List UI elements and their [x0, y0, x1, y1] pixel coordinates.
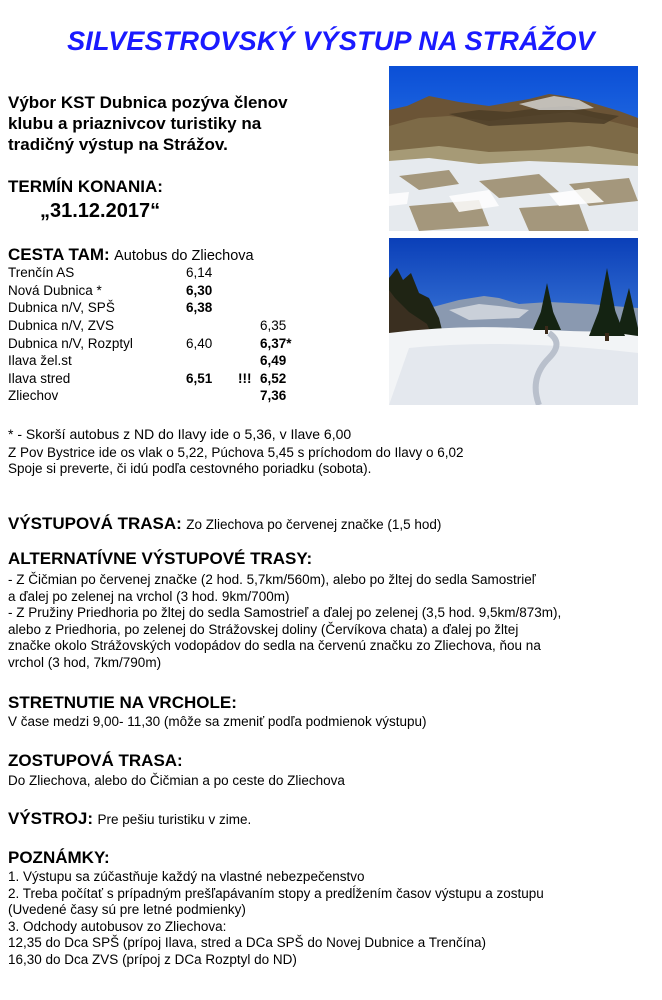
zostupova-heading: ZOSTUPOVÁ TRASA: — [8, 751, 183, 770]
cesta-bus: Autobus do Zliechova — [114, 248, 254, 264]
page-title: SILVESTROVSKÝ VÝSTUP NA STRÁŽOV — [67, 26, 595, 56]
mountain-photo-top — [389, 66, 638, 231]
schedule-note — [238, 299, 260, 317]
intro-line: klubu a priaznivcov turistiky na — [8, 114, 262, 133]
schedule-row — [8, 299, 320, 317]
alternativne-line: značke okolo Strážovských vodopádov do sedla na červenú značku zo Zliechova, ňou na — [8, 638, 541, 653]
schedule-note — [238, 282, 260, 300]
schedule-time-second: 7,36 — [260, 388, 287, 404]
schedule-note — [238, 264, 260, 282]
schedule-time-first — [186, 352, 238, 370]
cesta-note-3: Spoje si preverte, či idú podľa cestovného poriadku (sobota). — [8, 461, 372, 476]
schedule-time-first: 6,30 — [186, 282, 213, 298]
schedule-row — [8, 264, 320, 282]
schedule-time-first: 6,51 — [186, 370, 213, 386]
alternativne-line: vrchol (3 hod, 7km/790m) — [8, 654, 162, 670]
cesta-label: CESTA TAM: — [8, 245, 110, 264]
schedule-stop: Ilava žel.st — [8, 353, 72, 369]
poznamky-line: 16,30 do Dca ZVS (prípoj z DCa Rozptyl do ND) — [8, 951, 297, 967]
schedule-row — [8, 370, 320, 388]
poznamky-line: 12,35 do Dca SPŠ (prípoj Ilava, stred a DCa SPŠ do Novej Dubnice a Trenčína) — [8, 935, 486, 950]
schedule-time-first — [186, 387, 238, 405]
stretnutie-text: V čase medzi 9,00- 11,30 (môže sa zmeniť podľa podmienok výstupu) — [8, 714, 427, 729]
cesta-note-2: Z Pov Bystrice ide os vlak o 5,22, Púchova 5,45 s príchodom do Ilavy o 6,02 — [8, 445, 464, 460]
schedule-stop: Dubnica n/V, ZVS — [8, 318, 115, 334]
cesta-note-1: * - Skorší autobus z ND do Ilavy ide o 5,36, v Ilave 6,00 — [8, 426, 352, 442]
schedule-row — [8, 387, 320, 405]
alternativne-heading: ALTERNATÍVNE VÝSTUPOVÉ TRASY: — [8, 549, 313, 568]
vystupova-section — [8, 514, 441, 534]
intro-text — [8, 92, 378, 155]
mountain-landscape-image — [389, 66, 638, 231]
schedule-time-second: 6,52 — [260, 370, 287, 386]
schedule-time-second — [260, 299, 320, 317]
vystroj-section — [8, 809, 251, 829]
termin-heading: TERMÍN KONANIA: — [8, 177, 163, 196]
vystupova-text: Zo Zliechova po červenej značke (1,5 hod) — [186, 517, 442, 532]
schedule-time-second: 6,35 — [260, 318, 287, 334]
poznamky-body — [8, 869, 544, 968]
alternativne-line: - Z Pružiny Priedhoria po žltej do sedla Samostrieľ a ďalej po zelenej (3,5 hod. 9,5km/873m), — [8, 605, 562, 620]
schedule-row — [8, 334, 320, 352]
schedule-note: !!! — [238, 370, 252, 386]
schedule-time-first: 6,14 — [186, 265, 213, 281]
schedule-row — [8, 282, 320, 300]
alternativne-line: a ďalej po zelenej na vrchol (3 hod. 9km/700m) — [8, 588, 290, 604]
poznamky-line: 3. Odchody autobusov zo Zliechova: — [8, 918, 227, 934]
poznamky-line: 1. Výstupu sa zúčastňuje každý na vlastné nebezpečenstvo — [8, 869, 365, 884]
stretnutie-heading: STRETNUTIE NA VRCHOLE: — [8, 693, 237, 712]
poznamky-heading: POZNÁMKY: — [8, 848, 110, 867]
alternativne-line: - Z Čičmian po červenej značke (2 hod. 5,7km/560m), alebo po žltej do sedla Samostrieľ — [8, 572, 536, 587]
schedule-stop: Nová Dubnica * — [8, 282, 102, 298]
schedule-stop: Dubnica n/V, SPŠ — [8, 300, 115, 316]
schedule-note — [238, 352, 260, 370]
schedule-stop: Dubnica n/V, Rozptyl — [8, 335, 133, 351]
alternativne-line: alebo z Priedhoria, po zelenej do Strážovskej doliny (Červíkova chata) a ďalej po žltej — [8, 621, 519, 637]
mountain-photo-bottom — [389, 238, 638, 405]
intro-line: tradičný výstup na Strážov. — [8, 135, 228, 154]
schedule-stop: Trenčín AS — [8, 265, 75, 281]
vystroj-label: VÝSTROJ: — [8, 809, 94, 828]
alternativne-body — [8, 572, 561, 671]
schedule-row — [8, 317, 320, 335]
schedule-time-second — [260, 264, 320, 282]
cesta-heading — [8, 245, 254, 265]
bus-schedule-table — [8, 264, 320, 405]
vystupova-label: VÝSTUPOVÁ TRASA: — [8, 514, 182, 533]
intro-line: Výbor KST Dubnica pozýva členov — [8, 93, 288, 112]
schedule-note — [238, 317, 260, 335]
poznamky-line: (Uvedené časy sú pre letné podmienky) — [8, 902, 246, 917]
schedule-time-first: 6,38 — [186, 300, 213, 316]
event-date: „31.12.2017“ — [40, 200, 161, 222]
zostupova-text: Do Zliechova, alebo do Čičmian a po ceste do Zliechova — [8, 773, 345, 788]
schedule-note — [238, 387, 260, 405]
vystroj-text: Pre pešiu turistiku v zime. — [97, 812, 252, 827]
schedule-time-second: 6,49 — [260, 353, 287, 369]
snowy-meadow-image — [389, 238, 638, 405]
schedule-row — [8, 352, 320, 370]
schedule-time-second: 6,37* — [260, 335, 292, 351]
schedule-time-first: 6,40 — [186, 335, 213, 351]
schedule-stop: Ilava stred — [8, 370, 71, 386]
schedule-time-first — [186, 317, 238, 335]
schedule-time-second — [260, 282, 320, 300]
schedule-note — [238, 334, 260, 352]
schedule-stop: Zliechov — [8, 388, 59, 404]
poznamky-line: 2. Treba počítať s prípadným prešľapávaním stopy a predĺžením časov výstupu a zostupu — [8, 885, 544, 901]
